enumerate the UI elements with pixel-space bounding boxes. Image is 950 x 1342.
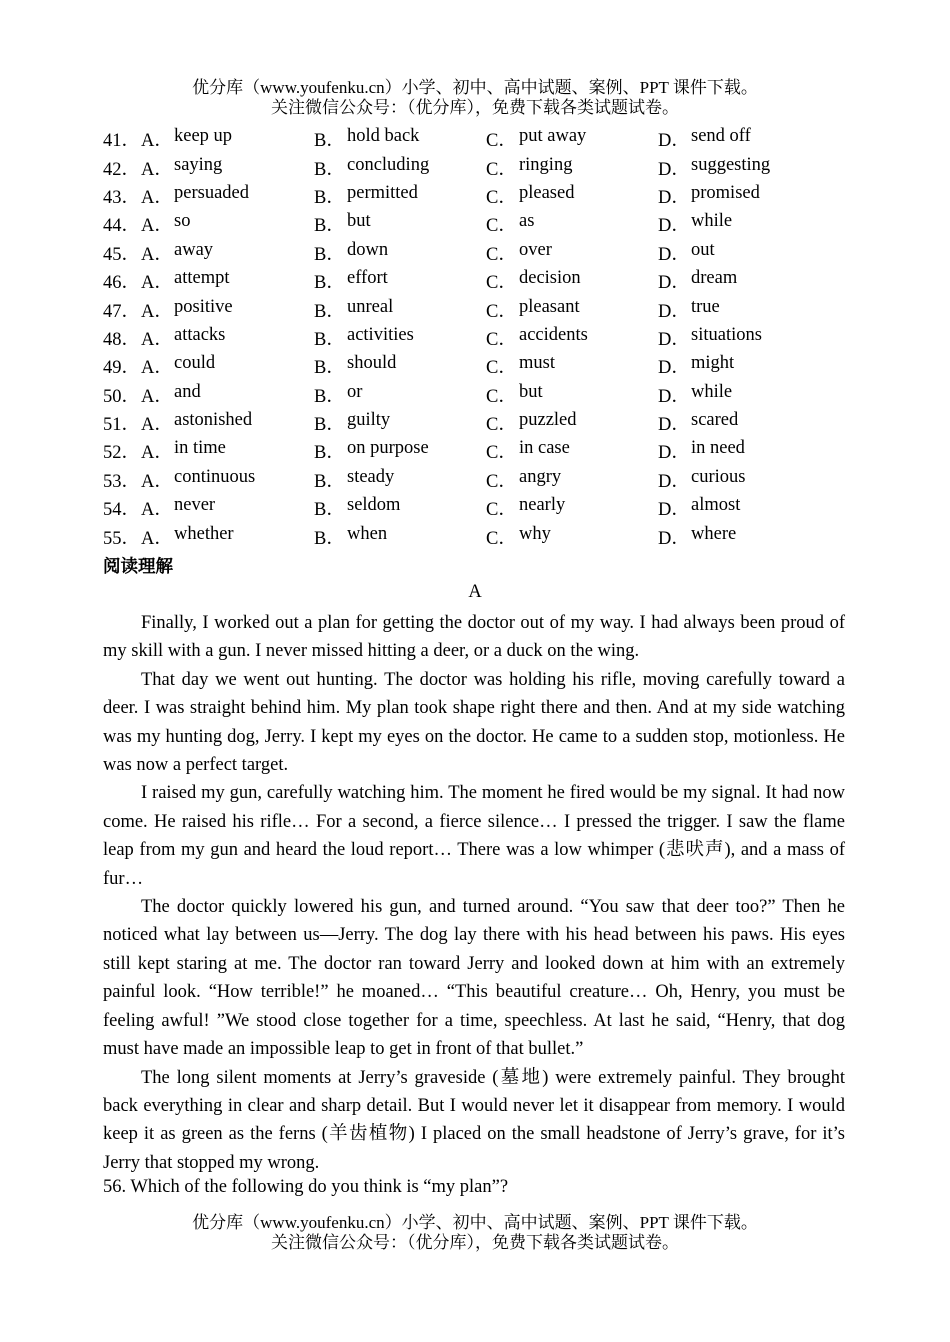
option-text: as [519, 211, 535, 232]
option-text: unreal [347, 296, 394, 317]
option-letter: B． [314, 329, 345, 350]
option-letter: C． [486, 500, 517, 521]
option-letter: D． [658, 500, 690, 521]
option-b [314, 126, 486, 152]
option-d [658, 240, 848, 266]
cloze-options-list [103, 125, 863, 551]
option-c [486, 240, 658, 266]
question-number: 41． [103, 131, 141, 152]
option-row [103, 409, 863, 437]
option-letter: B． [314, 358, 345, 379]
section-title: 阅读理解 [103, 557, 173, 577]
option-text: where [691, 523, 737, 544]
option-a [141, 297, 314, 323]
question-number: 44． [103, 216, 141, 237]
option-text: while [691, 211, 733, 232]
option-letter: C． [486, 187, 517, 208]
option-letter: B． [314, 415, 345, 436]
option-letter: D． [658, 443, 690, 464]
option-letter: B． [314, 216, 345, 237]
passage-paragraph: That day we went out hunting. The doctor was holding his rifle, moving carefully toward a deer. I was straight behind him. My plan took shape right there and then. And at my side watching was my hunting dog, Jerry. I kept my eyes on the doctor. He came to a sudden stop, motionless. He was now a perfect target. [103, 669, 845, 776]
option-text: in need [691, 438, 745, 459]
option-letter: C． [486, 528, 517, 549]
option-b [314, 410, 486, 436]
option-text: keep up [174, 126, 233, 147]
option-text: steady [347, 466, 395, 487]
option-d [658, 410, 848, 436]
option-text: persuaded [174, 182, 249, 203]
option-letter: A． [141, 358, 173, 379]
option-row [103, 494, 863, 522]
option-text: accidents [519, 324, 588, 345]
question-number: 45． [103, 244, 141, 265]
question-number: 54． [103, 500, 141, 521]
option-text: while [691, 381, 733, 402]
option-text: must [519, 353, 555, 374]
option-row [103, 352, 863, 380]
option-letter: B． [314, 131, 345, 152]
option-a [141, 382, 314, 408]
option-text: pleasant [519, 296, 580, 317]
option-text: nearly [519, 495, 566, 516]
option-row [103, 153, 863, 181]
option-a [141, 211, 314, 237]
option-letter: A． [141, 443, 173, 464]
option-letter: A． [141, 471, 173, 492]
option-c [486, 410, 658, 436]
option-c [486, 467, 658, 493]
option-b [314, 353, 486, 379]
option-letter: C． [486, 329, 517, 350]
option-c [486, 382, 658, 408]
option-letter: B． [314, 386, 345, 407]
question-number: 53． [103, 471, 141, 492]
option-c [486, 297, 658, 323]
question-number: 48． [103, 329, 141, 350]
option-text: should [347, 353, 397, 374]
footer-line-1: 优分库（www.youfenku.cn）小学、初中、高中试题、案例、PPT 课件下载。 [192, 1213, 758, 1232]
option-b [314, 268, 486, 294]
option-c [486, 268, 658, 294]
option-b [314, 467, 486, 493]
option-a [141, 183, 314, 209]
option-text: out [691, 239, 715, 260]
page-header [0, 78, 950, 118]
question-number: 47． [103, 301, 141, 322]
option-text: situations [691, 324, 762, 345]
option-a [141, 268, 314, 294]
option-letter: C． [486, 443, 517, 464]
question-number: 50． [103, 386, 141, 407]
option-text: continuous [174, 466, 256, 487]
option-row [103, 437, 863, 465]
option-a [141, 126, 314, 152]
option-letter: B． [314, 528, 345, 549]
option-text: dream [691, 268, 738, 289]
option-text: puzzled [519, 410, 577, 431]
option-text: saying [174, 154, 223, 175]
option-letter: C． [486, 131, 517, 152]
option-letter: D． [658, 329, 690, 350]
option-text: in time [174, 438, 226, 459]
option-letter: D． [658, 216, 690, 237]
option-b [314, 155, 486, 181]
option-d [658, 325, 848, 351]
option-row [103, 182, 863, 210]
option-a [141, 524, 314, 550]
option-text: hold back [347, 126, 420, 147]
question-number: 42． [103, 159, 141, 180]
option-d [658, 438, 848, 464]
option-letter: D． [658, 244, 690, 265]
option-text: might [691, 353, 735, 374]
option-text: angry [519, 466, 562, 487]
question-number: 49． [103, 358, 141, 379]
option-text: almost [691, 495, 741, 516]
option-letter: B． [314, 500, 345, 521]
option-text: astonished [174, 410, 253, 431]
option-text: guilty [347, 410, 391, 431]
option-letter: A． [141, 329, 173, 350]
option-a [141, 240, 314, 266]
option-text: decision [519, 268, 581, 289]
option-letter: D． [658, 301, 690, 322]
option-b [314, 297, 486, 323]
option-letter: C． [486, 415, 517, 436]
option-c [486, 524, 658, 550]
option-b [314, 325, 486, 351]
option-text: away [174, 239, 214, 260]
option-d [658, 268, 848, 294]
option-text: down [347, 239, 389, 260]
option-letter: C． [486, 273, 517, 294]
option-text: positive [174, 296, 233, 317]
question-number: 46． [103, 273, 141, 294]
option-row [103, 295, 863, 323]
option-letter: A． [141, 216, 173, 237]
option-text: activities [347, 324, 414, 345]
option-text: so [174, 211, 191, 232]
option-text: put away [519, 126, 587, 147]
option-text: over [519, 239, 552, 260]
option-text: when [347, 523, 388, 544]
option-text: suggesting [691, 154, 771, 175]
option-a [141, 495, 314, 521]
option-letter: C． [486, 216, 517, 237]
option-letter: D． [658, 528, 690, 549]
option-letter: B． [314, 301, 345, 322]
option-letter: A． [141, 131, 173, 152]
option-letter: C． [486, 358, 517, 379]
option-letter: A． [141, 159, 173, 180]
option-b [314, 495, 486, 521]
header-line-1: 优分库（www.youfenku.cn）小学、初中、高中试题、案例、PPT 课件下载。 [192, 78, 758, 97]
option-text: whether [174, 523, 234, 544]
option-text: in case [519, 438, 570, 459]
passage-paragraph: The long silent moments at Jerry’s graveside (墓地) were extremely painful. They brought back everything in clear and sharp detail. But I would never let it disappear from memory. I would keep it as green as the ferns (羊齿植物) I placed on the small headstone of Jerry’s grave, for it’s Jerry that stopped my wrong. [103, 1067, 845, 1173]
option-letter: A． [141, 386, 173, 407]
option-d [658, 353, 848, 379]
option-letter: A． [141, 500, 173, 521]
option-letter: A． [141, 244, 173, 265]
option-text: ringing [519, 154, 573, 175]
option-a [141, 325, 314, 351]
option-letter: B． [314, 273, 345, 294]
option-letter: C． [486, 159, 517, 180]
option-letter: B． [314, 244, 345, 265]
option-letter: A． [141, 528, 173, 549]
option-d [658, 495, 848, 521]
option-d [658, 155, 848, 181]
option-row [103, 267, 863, 295]
passage-paragraph: I raised my gun, carefully watching him. The moment he fired would be my signal. It had now come. He raised his rifle… For a second, a fierce silence… I pressed the trigger. I saw the flame leap from my gun and heard the loud report… There was a low whimper (悲吠声), and a mass of fur… [103, 783, 845, 889]
option-letter: B． [314, 159, 345, 180]
option-letter: A． [141, 415, 173, 436]
reading-passage [103, 609, 845, 1177]
option-text: why [519, 523, 551, 544]
option-b [314, 240, 486, 266]
option-letter: B． [314, 187, 345, 208]
option-row [103, 239, 863, 267]
option-c [486, 183, 658, 209]
footer-line-2: 关注微信公众号：（优分库），免费下载各类试题试卷。 [271, 1233, 679, 1252]
option-a [141, 438, 314, 464]
option-a [141, 155, 314, 181]
option-text: seldom [347, 495, 401, 516]
option-text: or [347, 381, 363, 402]
option-c [486, 211, 658, 237]
option-letter: D． [658, 131, 690, 152]
option-text: effort [347, 268, 388, 289]
option-text: but [519, 381, 543, 402]
option-text: send off [691, 126, 751, 147]
option-letter: D． [658, 159, 690, 180]
option-a [141, 410, 314, 436]
option-b [314, 211, 486, 237]
passage-letter: A [468, 582, 482, 602]
option-c [486, 353, 658, 379]
option-text: never [174, 495, 216, 516]
option-c [486, 155, 658, 181]
option-letter: D． [658, 187, 690, 208]
option-letter: C． [486, 386, 517, 407]
option-d [658, 211, 848, 237]
option-c [486, 438, 658, 464]
option-b [314, 524, 486, 550]
passage-paragraph: The doctor quickly lowered his gun, and turned around. “You saw that deer too?” Then he noticed what lay between us—Jerry. The dog lay there with his head between his paws. His eyes still kept staring at me. The doctor ran toward Jerry and looked down at him with an extremely painful look. “How terrible!” he moaned… “This beautiful creature… Oh, Henry, you must be feeling awful! ”We stood close together for a time, speechless. At last he said, “Henry, that dog must have made an impossible leap to get in front of that bullet.” [103, 897, 845, 1060]
option-letter: A． [141, 273, 173, 294]
option-text: but [347, 211, 371, 232]
option-c [486, 325, 658, 351]
option-d [658, 382, 848, 408]
option-letter: B． [314, 471, 345, 492]
option-letter: C． [486, 244, 517, 265]
option-a [141, 467, 314, 493]
option-text: concluding [347, 154, 430, 175]
option-letter: D． [658, 415, 690, 436]
option-text: and [174, 381, 201, 402]
option-row [103, 324, 863, 352]
option-letter: D． [658, 471, 690, 492]
option-d [658, 126, 848, 152]
option-d [658, 297, 848, 323]
question-number: 52． [103, 443, 141, 464]
option-d [658, 183, 848, 209]
option-row [103, 125, 863, 153]
option-c [486, 495, 658, 521]
option-text: curious [691, 466, 746, 487]
option-b [314, 382, 486, 408]
option-letter: A． [141, 187, 173, 208]
option-letter: B． [314, 443, 345, 464]
option-d [658, 524, 848, 550]
option-text: scared [691, 410, 739, 431]
option-c [486, 126, 658, 152]
option-text: permitted [347, 182, 418, 203]
option-row [103, 381, 863, 409]
option-letter: D． [658, 358, 690, 379]
option-letter: C． [486, 301, 517, 322]
passage-paragraph: Finally, I worked out a plan for getting the doctor out of my way. I had always been proud of my skill with a gun. I never missed hitting a deer, or a duck on the wing. [103, 613, 845, 662]
option-letter: D． [658, 273, 690, 294]
page-footer [0, 1213, 950, 1253]
option-a [141, 353, 314, 379]
question-56: 56. Which of the following do you think is “my plan”? [103, 1177, 509, 1197]
option-row [103, 210, 863, 238]
option-letter: A． [141, 301, 173, 322]
option-letter: D． [658, 386, 690, 407]
option-text: true [691, 296, 720, 317]
option-text: attempt [174, 268, 230, 289]
option-text: pleased [519, 182, 575, 203]
option-row [103, 522, 863, 550]
question-number: 55． [103, 528, 141, 549]
question-number: 43． [103, 187, 141, 208]
question-number: 51． [103, 415, 141, 436]
option-text: on purpose [347, 438, 429, 459]
option-row [103, 466, 863, 494]
option-text: promised [691, 182, 760, 203]
header-line-2: 关注微信公众号：（优分库），免费下载各类试题试卷。 [271, 98, 679, 117]
option-d [658, 467, 848, 493]
option-text: could [174, 353, 216, 374]
option-text: attacks [174, 324, 226, 345]
option-b [314, 438, 486, 464]
option-letter: C． [486, 471, 517, 492]
option-b [314, 183, 486, 209]
